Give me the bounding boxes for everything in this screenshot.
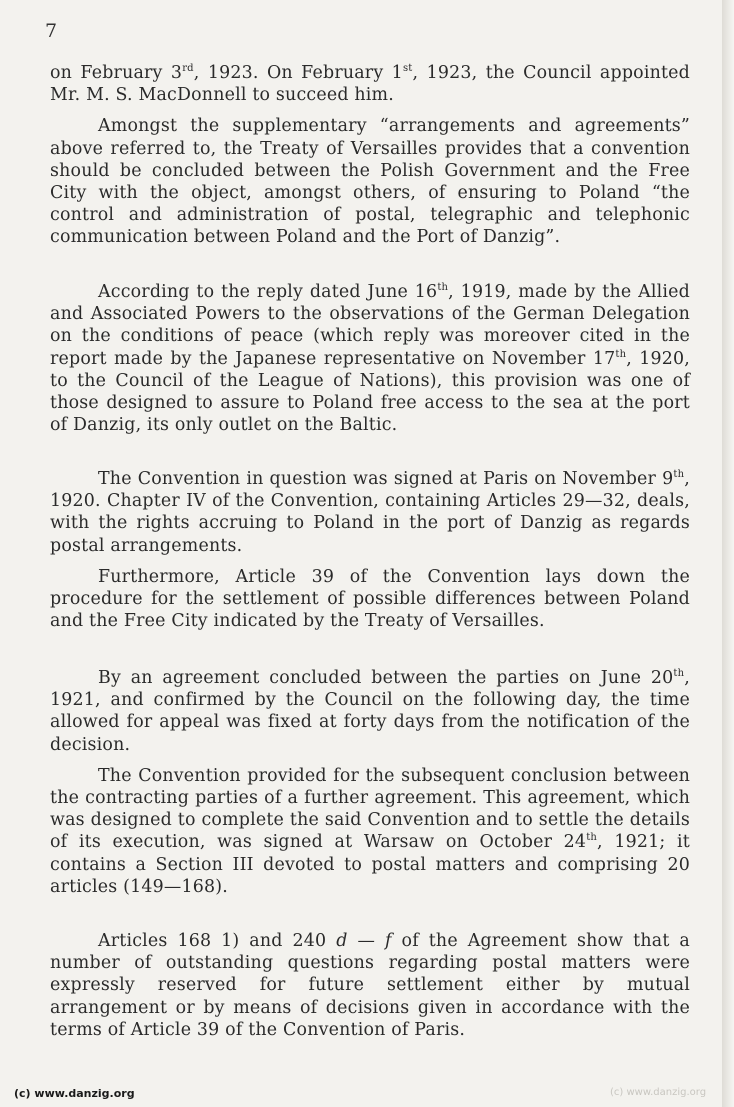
text-run: According to the reply dated June 16: [98, 282, 438, 302]
text-run: of the Agreement show that a number of outstanding questions regarding postal matters were expressly reserved for future settlement either by mutual arrangement or by means of decisions given in accordance with the terms of Article 39 of the Convention of Paris.: [50, 931, 690, 1040]
paragraph-block-5: [50, 930, 690, 1041]
ordinal-suffix: th: [673, 668, 685, 679]
paragraph-block-1: [50, 62, 690, 249]
paragraph-block-3: [50, 468, 690, 632]
text-run: on February 3: [50, 63, 183, 83]
text-run: , 1923. On February 1: [193, 63, 403, 83]
watermark-footer: (c) www.danzig.org: [610, 1087, 707, 1098]
paragraph: [50, 468, 690, 557]
paragraph: [50, 281, 690, 436]
ordinal-suffix: st: [402, 63, 413, 74]
ordinal-suffix: th: [437, 282, 449, 293]
paragraph-block-2: [50, 281, 690, 436]
text-run: , 1923, the Council appointed Mr. M. S. MacDonnell to succeed him.: [50, 63, 690, 106]
paragraph-block-4: [50, 667, 690, 898]
ordinal-suffix: th: [615, 348, 627, 360]
text-run: , 1921; it contains a Section III devoted to postal matters and comprising 20 articles (149—168).: [50, 832, 690, 897]
paragraph: [50, 115, 690, 248]
page-number: 7: [45, 20, 58, 42]
text-run: Furthermore, Article 39 of the Convention lays down the procedure for the settlement of possible differences between Poland and the Free City indicated by the Treaty of Versailles.: [50, 566, 690, 632]
text-run: , 1921, and confirmed by the Council on the following day, the time allowed for appeal was fixed at forty days from the notification of the decision.: [50, 668, 690, 755]
text-run: , 1920, to the Council of the League of Nations), this provision was one of those designed to assure to Poland free access to the sea at the port of Danzig, its only outlet on the Baltic.: [50, 348, 691, 436]
text-run: Amongst the supplementary “arrangements and agreements” above referred to, the Treaty of Versailles provides that a convention should be concluded between the Polish Government and the Free City with the object, amongst others, of ensuring to Poland “the control and administration of postal, telegraphic and telephonic communication between Poland and the Port of Danzig”.: [50, 116, 690, 248]
paragraph: [50, 930, 690, 1041]
text-run: , 1919, made by the Allied and Associated Powers to the observations of the German Delegation on the conditions of peace (which reply was moreover cited in the report made by the Japanese representative on November 17: [50, 282, 690, 369]
text-run: The Convention in question was signed at Paris on November 9: [98, 469, 674, 489]
text-run: By an agreement concluded between the parties on June 20: [98, 668, 674, 688]
ordinal-suffix: th: [673, 469, 685, 480]
ordinal-suffix: rd: [182, 63, 194, 74]
paragraph: [50, 62, 690, 106]
text-run: , 1920. Chapter IV of the Convention, containing Articles 29—32, deals, with the rights accruing to Poland in the port of Danzig as regards postal arrangements.: [50, 469, 690, 556]
paragraph: [50, 566, 690, 633]
text-run: The Convention provided for the subsequent conclusion between the contracting parties of a further agreement. This agreement, which was designed to complete the said Convention and to settle the details of its execution, was signed at Warsaw on October 24: [50, 765, 690, 853]
italic-text: d — f: [336, 931, 392, 951]
paragraph: [50, 667, 690, 756]
page-edge: [722, 0, 734, 1107]
text-run: Articles 168 1) and 240: [98, 931, 337, 951]
copyright-footer: (c) www.danzig.org: [14, 1087, 135, 1100]
ordinal-suffix: th: [586, 832, 598, 844]
paragraph: [50, 765, 690, 898]
